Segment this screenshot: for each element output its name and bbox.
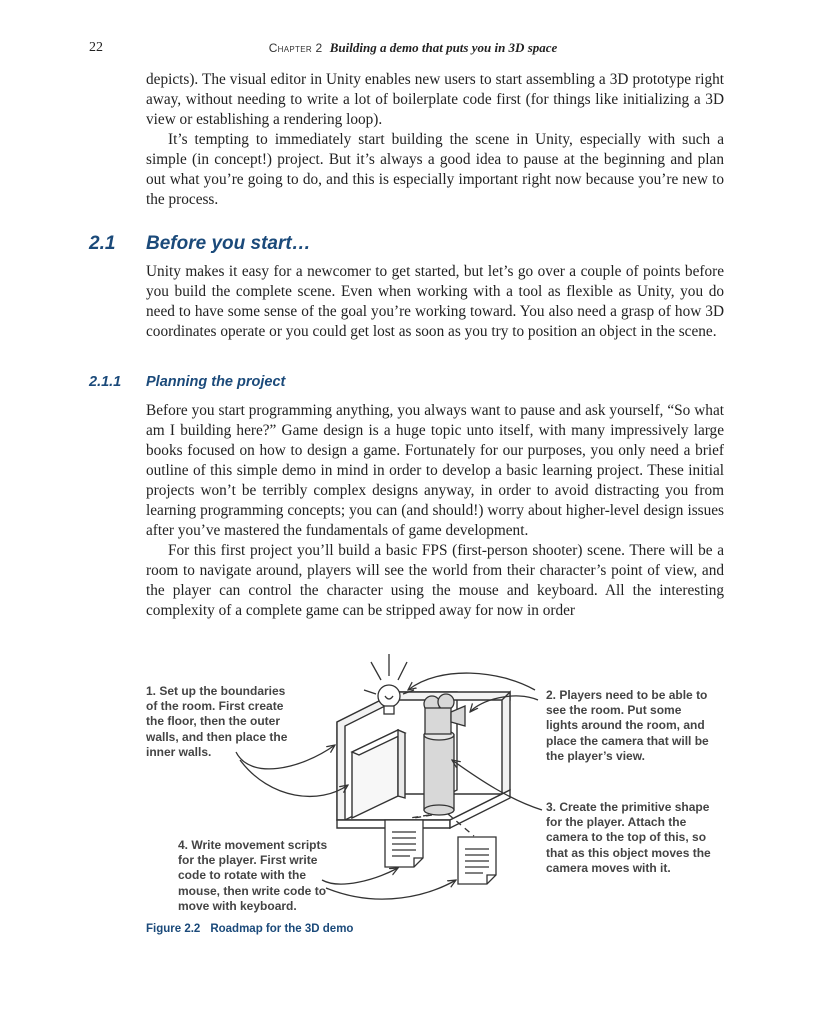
- section-paragraph: Unity makes it easy for a newcomer to get started, but let’s go over a couple of points before you build the complete scene. Even when working with a tool as flexible as Unity, you do need to have some sense of the goal you’re working toward. You also need a grasp of how 3D coordinates operate or you could get lost as soon as you try to position an object in the scene.: [146, 263, 724, 340]
- subsection-paragraph-1: Before you start programming anything, you always want to pause and ask yourself, “So what am I building here?” Game design is a huge topic unto itself, with many impressively large books focused on how to design a game. Fortunately for our purposes, you only need a brief outline of this simple demo in mind in order to develop a basic learning project. These initial projects won’t be terribly complex designs anyway, in order to avoid distracting you from learning programming concepts; you can (and should!) worry about higher-level design issues after you’ve mastered the fundamentals of game development.: [146, 402, 724, 539]
- callout-4: 4. Write movement scripts for the player. First write code to rotate with the mouse, then write code to move with keyboard.: [178, 838, 328, 913]
- page-number: 22: [89, 40, 103, 55]
- figure-caption: [146, 923, 353, 935]
- intro-paragraph-2: It’s tempting to immediately start building the scene in Unity, especially with such a simple (in concept!) project. But it’s always a good idea to pause at the beginning and plan out what you’re going to do, and this is especially important right now because you’re new to the process.: [146, 131, 724, 208]
- script-document-icon: [385, 820, 423, 867]
- caption-label: Figure 2.2: [146, 923, 201, 935]
- subsection-paragraph-2: For this first project you’ll build a basic FPS (first-person shooter) scene. There will be a room to navigate around, players will see the world from their character’s point of view, and the player can control the character using the mouse and keyboard. All the interesting complexity of a complete game can be stripped away for now in order: [146, 542, 724, 619]
- callout-3: 3. Create the primitive shape for the player. Attach the camera to the top of this, so that as this object moves the camera moves with it.: [546, 800, 711, 875]
- callout-1: 1. Set up the boundaries of the room. First create the floor, then the outer walls, and then place the inner walls.: [146, 684, 288, 759]
- chapter-title: Building a demo that puts you in 3D space: [329, 40, 558, 55]
- subsection-number: 2.1.1: [89, 374, 122, 390]
- subsection-title: Planning the project: [146, 374, 286, 390]
- callout-2: 2. Players need to be able to see the room. Put some lights around the room, and place the camera that will be the player’s view.: [546, 688, 709, 763]
- player-capsule-icon: [424, 730, 454, 815]
- script-document-icon: [458, 837, 496, 884]
- caption-text: Roadmap for the 3D demo: [210, 923, 354, 935]
- chapter-label: Chapter 2: [268, 41, 323, 55]
- section-title: Before you start…: [146, 233, 311, 254]
- section-number: 2.1: [89, 233, 116, 254]
- intro-paragraph-1: depicts). The visual editor in Unity enables new users to start assembling a 3D prototype right away, without needing to write a lot of boilerplate code first (for things like initializing a 3D view or establishing a rendering loop).: [146, 71, 724, 128]
